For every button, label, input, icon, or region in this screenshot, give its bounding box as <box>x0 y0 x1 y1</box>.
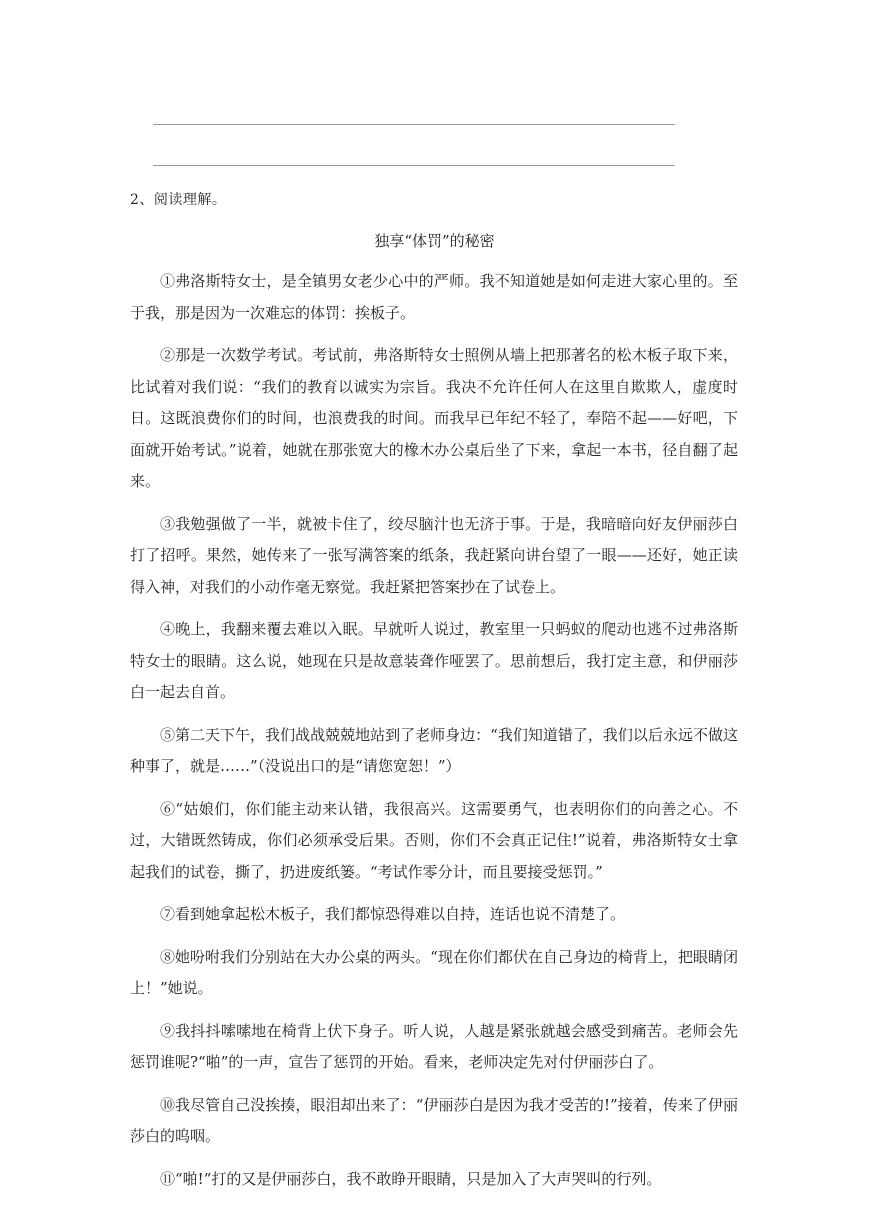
paragraph-8: ⑧她吩咐我们分别站在大办公桌的两头。“现在你们都伏在自己身边的椅背上，把眼睛闭上！”她说。 <box>130 947 738 997</box>
article-title: 独享“体罚”的秘密 <box>374 232 495 250</box>
paragraph-3: ③我勉强做了一半，就被卡住了，绞尽脑汁也无济于事。于是，我暗暗向好友伊丽莎白打了招呼。果然，她传来了一张写满答案的纸条，我赶紧向讲台望了一眼——还好，她正读得入神，对我们的小动作毫无察觉。我赶紧把答案抄在了试卷上。 <box>130 514 738 596</box>
article-body <box>130 266 738 1206</box>
answer-line-2 <box>153 165 675 166</box>
paragraph-4: ④晚上，我翻来覆去难以入眠。早就听人说过，教室里一只蚂蚁的爬动也逃不过弗洛斯特女士的眼睛。这么说，她现在只是故意装聋作哑罢了。思前想后，我打定主意，和伊丽莎白一起去自首。 <box>130 620 738 701</box>
paragraph-9: ⑨我抖抖嗦嗦地在椅背上伏下身子。听人说，人越是紧张就越会感受到痛苦。老师会先惩罚谁呢?“啪”的一声，宣告了惩罚的开始。看来，老师决定先对付伊丽莎白了。 <box>130 1021 738 1071</box>
question-title: 2、阅读理解。 <box>130 192 227 208</box>
answer-line-1 <box>153 124 675 125</box>
paragraph-11: ⑪“啪!”打的又是伊丽莎白，我不敢睁开眼睛，只是加入了大声哭叫的行列。 <box>160 1169 662 1188</box>
paragraph-2: ②那是一次数学考试。考试前，弗洛斯特女士照例从墙上把那著名的松木板子取下来，比试着对我们说：“我们的教育以诚实为宗旨。我决不允许任何人在这里自欺欺人，虚度时日。这既浪费你们的时间，也浪费我的时间。而我早已年纪不轻了，奉陪不起——好吧，下面就开始考试。”说着，她就在那张宽大的橡木办公桌后坐了下来，拿起一本书，径自翻了起来。 <box>130 346 738 490</box>
paragraph-5: ⑤第二天下午，我们战战兢兢地站到了老师身边：“我们知道错了，我们以后永远不做这种事了，就是……”（没说出口的是“请您宽恕！”） <box>130 725 738 775</box>
paragraph-6: ⑥“姑娘们，你们能主动来认错，我很高兴。这需要勇气，也表明你们的向善之心。不过，大错既然铸成，你们必须承受后果。否则，你们不会真正记住!”说着，弗洛斯特女士拿起我们的试卷，撕了，扔进废纸篓。“考试作零分计，而且要接受惩罚。” <box>130 799 738 881</box>
paragraph-1: ①弗洛斯特女士，是全镇男女老少心中的严师。我不知道她是如何走进大家心里的。至于我，那是因为一次难忘的体罚：挨板子。 <box>130 272 738 322</box>
paragraph-10: ⑩我尽管自己没挨揍，眼泪却出来了：“伊丽莎白是因为我才受苦的!”接着，传来了伊丽莎白的呜咽。 <box>130 1095 738 1145</box>
paragraph-7: ⑦看到她拿起松木板子，我们都惊恐得难以自持，连话也说不清楚了。 <box>160 905 626 923</box>
